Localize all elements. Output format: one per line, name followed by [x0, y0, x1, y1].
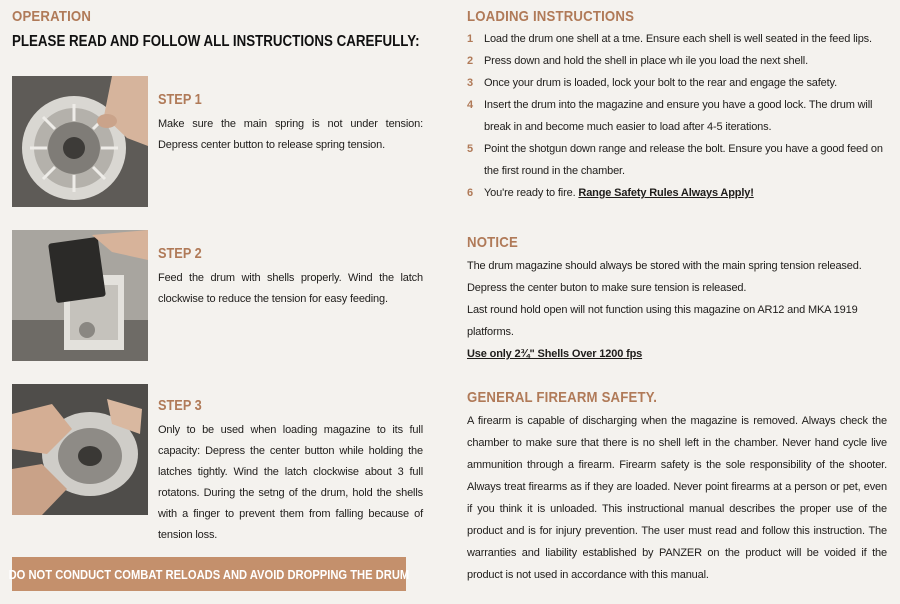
notice-paragraph-1: The drum magazine should always be stored with the main spring tension released. Depress the center buton to make sure tension is released.: [467, 260, 862, 294]
list-item-text: Once your drum is loaded, lock your bolt to the rear and engage the safety.: [484, 77, 837, 89]
step-1-text: [158, 92, 423, 156]
list-item: [467, 50, 887, 72]
list-item: [467, 28, 887, 50]
step-3-text: [158, 398, 423, 546]
drum-feeding-image: [12, 230, 148, 361]
range-safety-emphasis: Range Safety Rules Always Apply!: [578, 187, 754, 199]
notice-paragraph-2: Last round hold open will not function using this magazine on AR12 and MKA 1919 platforms.: [467, 304, 858, 338]
notice-title: NOTICE: [467, 234, 518, 251]
loading-instructions-list: [467, 28, 887, 204]
operation-column: [12, 8, 437, 51]
list-item-number: 5: [467, 143, 473, 155]
step-2-heading: STEP 2: [158, 246, 202, 262]
step-2-text: [158, 246, 423, 310]
list-item-number: 1: [467, 33, 473, 45]
list-item-number: 6: [467, 187, 473, 199]
firearm-safety-body: A firearm is capable of discharging when the magazine is removed. Always check the chamber to make sure that there is no shell left in the chamber. Never hand cycle live ammunition through a firearm. Firearm safety is the sole responsibility of the shooter. Always treat firearms as if they are loaded. Never point firearms at a person or pet, even if you think it is unloaded. This instructional manual describes the proper use of the product and is for injury prevention. The user must read and follow this instruction. The warranties and liability established by PANZER on the product will be voided if the product is not used in accordance with this manual.: [467, 415, 887, 581]
list-item-text: Load the drum one shell at a tme. Ensure each shell is well seated in the feed lips.: [484, 33, 872, 45]
step-1-heading: STEP 1: [158, 92, 202, 108]
step-1-photo: [12, 76, 148, 207]
ready-to-fire-text: You're ready to fire.: [484, 187, 576, 199]
operation-title: OPERATION: [12, 8, 92, 25]
step-3-heading: STEP 3: [158, 398, 202, 414]
right-column: [467, 8, 887, 586]
list-item-number: 3: [467, 77, 473, 89]
instructions-main-title: PLEASE READ AND FOLLOW ALL INSTRUCTIONS CAREFULLY:: [12, 33, 420, 50]
list-item-number: 4: [467, 99, 473, 111]
firearm-safety-title: GENERAL FIREARM SAFETY.: [467, 389, 658, 406]
shell-spec-emphasis: Use only 2¾" Shells Over 1200 fps: [467, 348, 643, 360]
list-item: [467, 72, 887, 94]
list-item: [467, 138, 887, 182]
list-item-text: Press down and hold the shell in place wh ile you load the next shell.: [484, 55, 808, 67]
list-item: [467, 182, 887, 204]
step-3-body: Only to be used when loading magazine to its full capacity: Depress the center button while holding the latches tightly. Wind the latch clockwise about 3 full rotatons. During the setng of the drum, hold the shells with a finger to prevent them from falling because of tension loss.: [158, 424, 423, 541]
warning-banner: [8, 557, 410, 591]
list-item-text: Point the shotgun down range and release the bolt. Ensure you have a good feed on the first round in the chamber.: [484, 143, 883, 177]
step-2-body: Feed the drum with shells properly. Wind the latch clockwise to reduce the tension for easy feeding.: [158, 272, 423, 305]
list-item-number: 2: [467, 55, 473, 67]
drum-winding-image: [12, 384, 148, 515]
step-1-body: Make sure the main spring is not under tension: Depress center button to release spring tension.: [158, 118, 423, 151]
drum-top-view-image: [12, 76, 148, 207]
list-item-text: [484, 182, 887, 204]
loading-instructions-title: LOADING INSTRUCTIONS: [467, 8, 635, 25]
warning-banner-text: DO NOT CONDUCT COMBAT RELOADS AND AVOID DROPPING THE DRUM: [8, 566, 410, 582]
step-2-photo: [12, 230, 148, 361]
list-item-text: Insert the drum into the magazine and ensure you have a good lock. The drum will break in and become much easier to load after 4-5 iterations.: [484, 99, 873, 133]
step-3-photo: [12, 384, 148, 515]
list-item: [467, 94, 887, 138]
